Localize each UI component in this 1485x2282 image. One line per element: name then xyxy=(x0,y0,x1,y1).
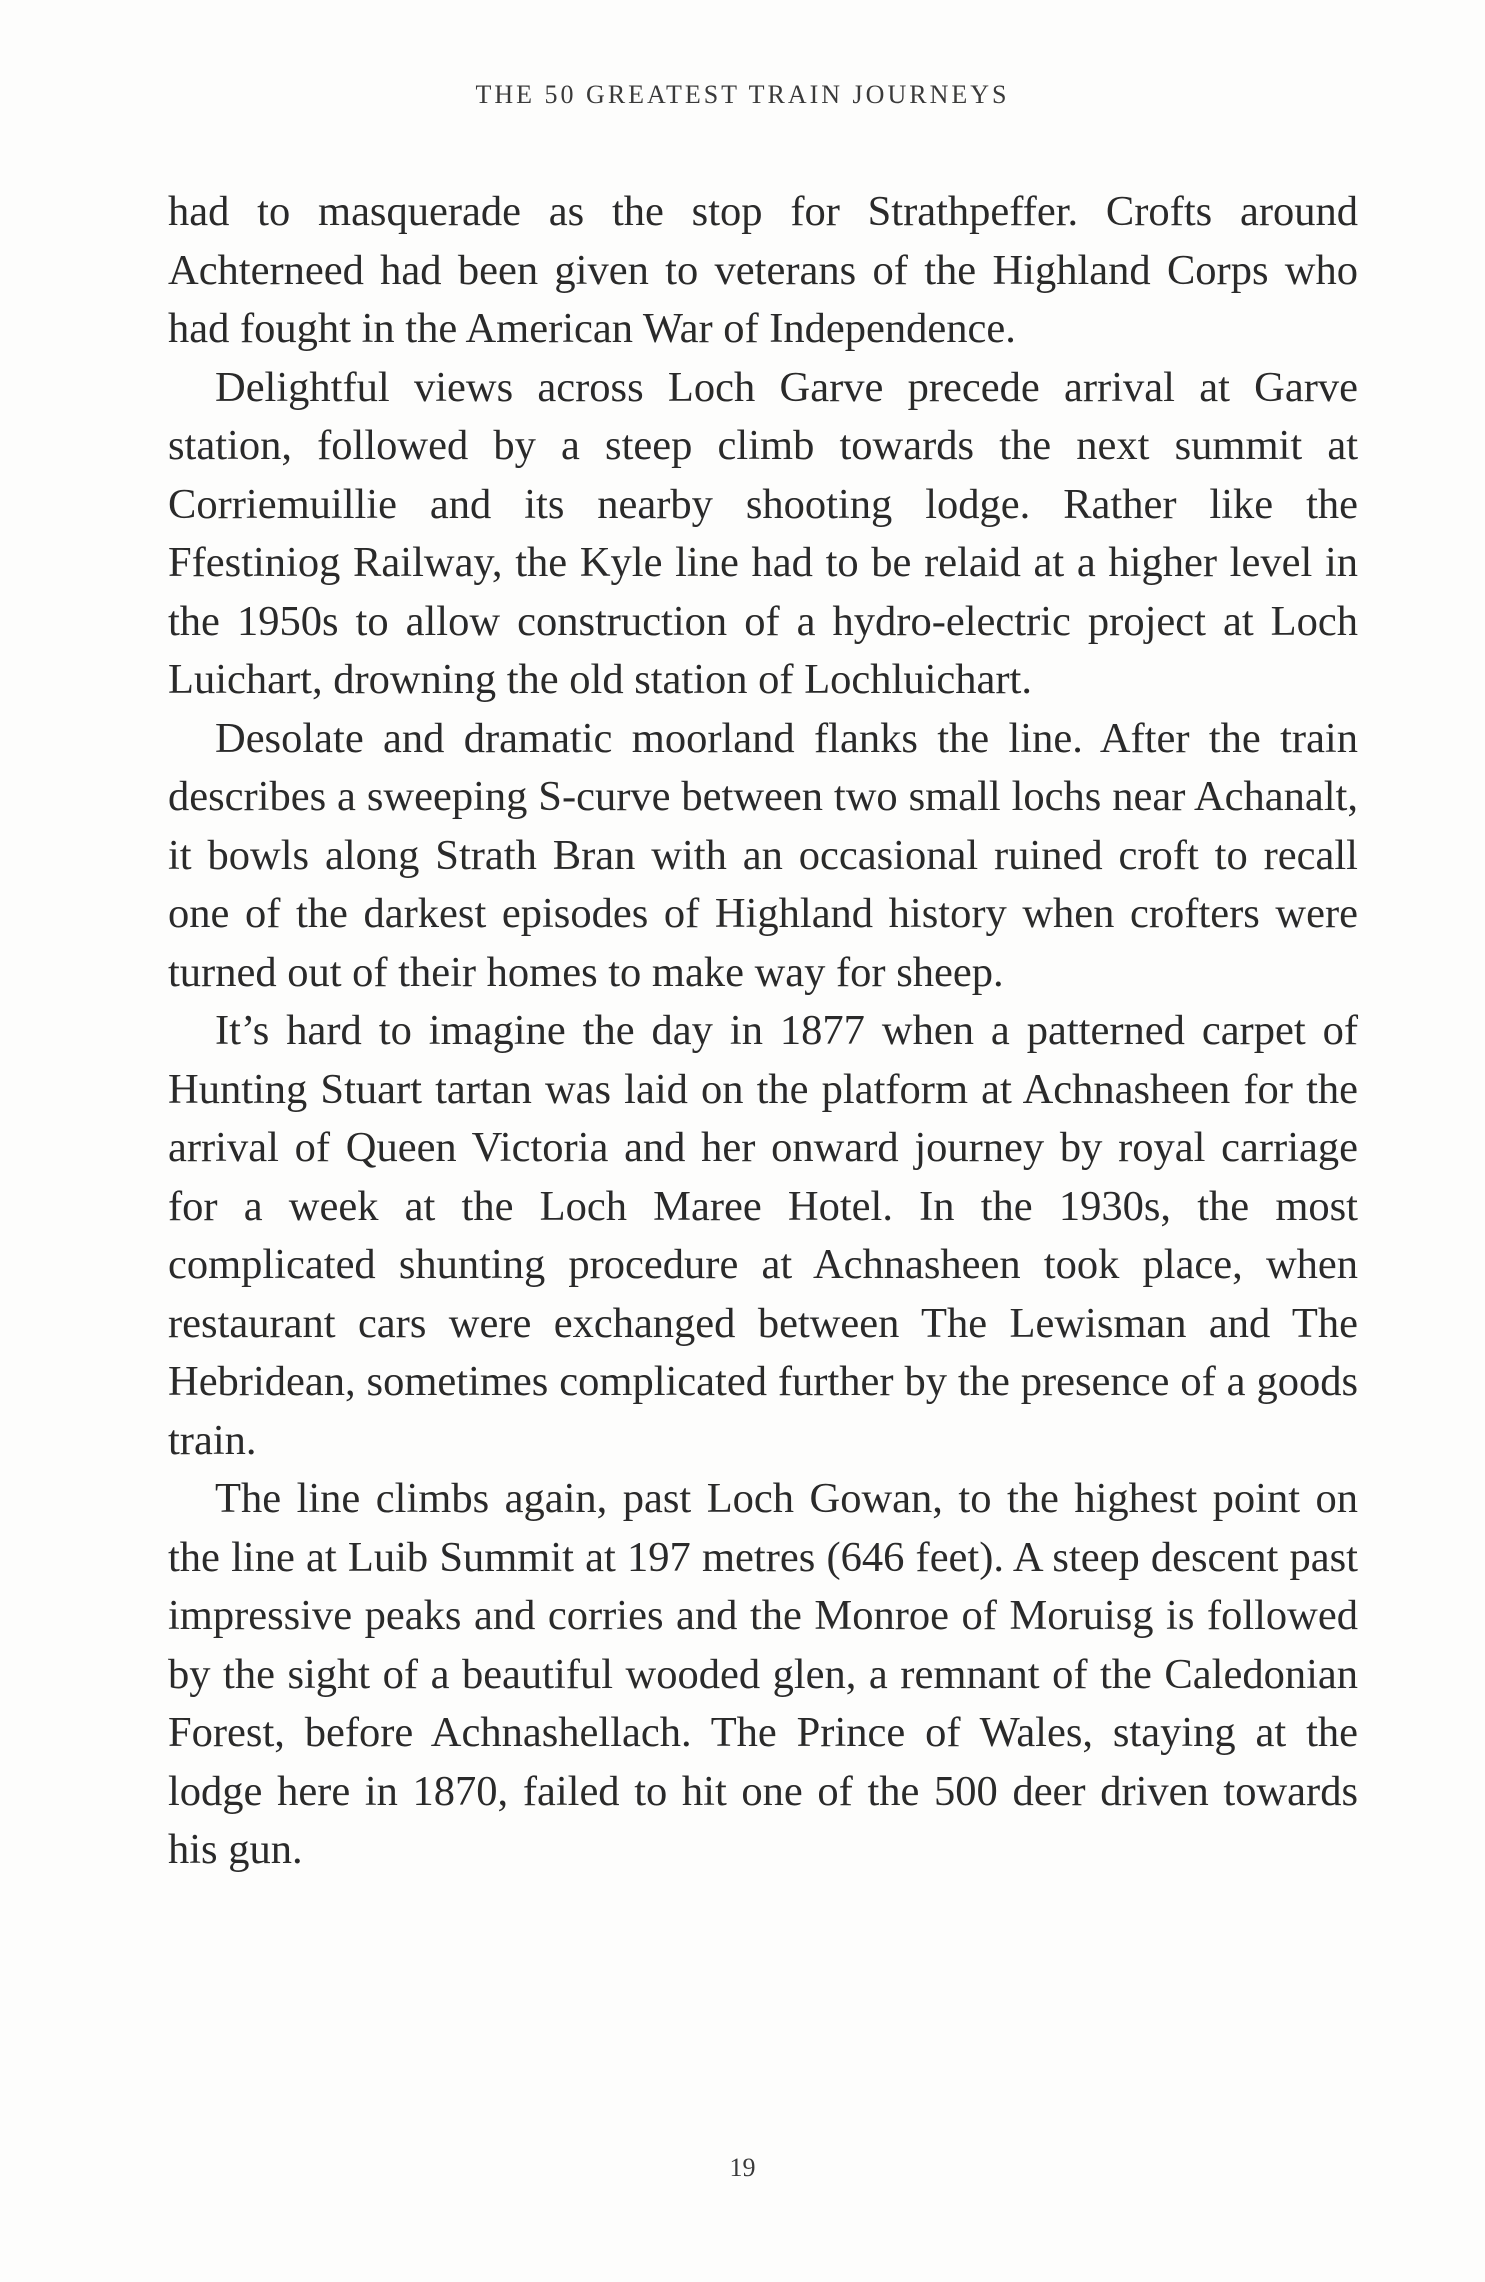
paragraph-2: Delightful views across Loch Garve precede arrival at Garve station, followed by a steep climb towards the next summit at Corriemuillie and its nearby shooting lodge. Rather like the Ffestiniog Railway, the Kyle line had to be relaid at a higher level in the 1950s to allow construction of a hydro-electric project at Loch Luichart, drowning the old station of Lochluichart. xyxy=(168,363,1358,703)
paragraph-1: had to masquerade as the stop for Strathpeffer. Crofts around Achterneed had been given to veterans of the Highland Corps who had fought in the American War of Independence. xyxy=(168,188,1358,352)
paragraph-5: The line climbs again, past Loch Gowan, to the highest point on the line at Luib Summit at 197 metres (646 feet). A steep descent past impressive peaks and corries and the Monroe of Moruisg is followed by the sight of a beautiful wooded glen, a remnant of the Caledonian Forest, before Achnashellach. The Prince of Wales, staying at the lodge here in 1870, failed to hit one of the 500 deer driven towards his gun. xyxy=(168,1475,1358,1873)
body-text xyxy=(168,183,1358,1880)
page-number: 19 xyxy=(729,2153,756,2182)
paragraph-4: It’s hard to imagine the day in 1877 when a patterned carpet of Hunting Stuart tartan was laid on the platform at Achnasheen for the arrival of Queen Victoria and her onward journey by royal carriage for a week at the Loch Maree Hotel. In the 1930s, the most complicated shunting procedure at Achnasheen took place, when restaurant cars were exchanged between The Lewisman and The Hebridean, sometimes complicated further by the presence of a goods train. xyxy=(168,1007,1358,1464)
running-head: THE 50 GREATEST TRAIN JOURNEYS xyxy=(475,80,1010,109)
paragraph-3: Desolate and dramatic moorland flanks the line. After the train describes a sweeping S-curve between two small lochs near Achanalt, it bowls along Strath Bran with an occasional ruined croft to recall one of the darkest episodes of Highland history when crofters were turned out of their homes to make way for sheep. xyxy=(168,714,1358,996)
